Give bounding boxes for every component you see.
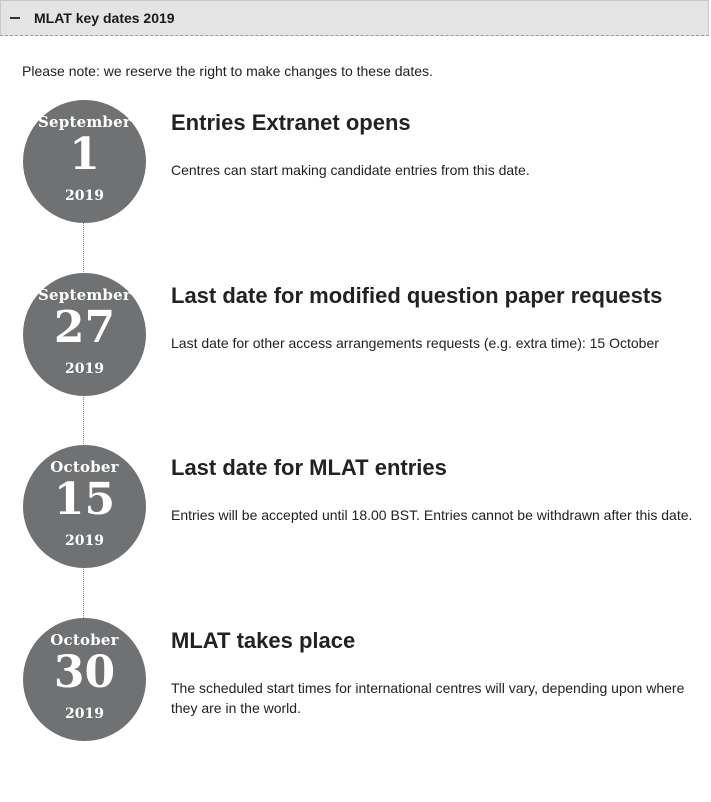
accordion-header[interactable] <box>0 0 709 36</box>
date-badge <box>23 618 146 741</box>
date-year: 2019 <box>65 706 104 722</box>
date-day: 27 <box>53 302 116 353</box>
date-day: 1 <box>69 129 100 180</box>
date-badge <box>23 445 146 568</box>
event-description: Last date for other access arrangements requests (e.g. extra time): 15 October <box>171 335 659 351</box>
event-title: Last date for MLAT entries <box>171 455 447 480</box>
date-year: 2019 <box>65 533 104 549</box>
date-badge <box>23 273 146 396</box>
event-title: Last date for modified question paper requests <box>171 283 663 308</box>
timeline-connector <box>83 190 84 680</box>
date-month: October <box>50 631 119 649</box>
date-month: September <box>38 113 131 131</box>
date-month: September <box>38 286 131 304</box>
date-badge <box>23 100 146 223</box>
event-description: Entries will be accepted until 18.00 BST. Entries cannot be withdrawn after this date. <box>171 507 693 523</box>
date-day: 15 <box>53 474 116 525</box>
event-description: Centres can start making candidate entries from this date. <box>171 162 530 178</box>
accordion-title: MLAT key dates 2019 <box>34 10 175 26</box>
date-day: 30 <box>53 647 116 698</box>
date-year: 2019 <box>65 188 104 204</box>
date-year: 2019 <box>65 361 104 377</box>
event-title: MLAT takes place <box>171 628 356 653</box>
disclaimer-note: Please note: we reserve the right to make changes to these dates. <box>22 63 433 79</box>
date-month: October <box>50 458 119 476</box>
minus-icon[interactable] <box>10 17 20 19</box>
event-description: The scheduled start times for international centres will vary, depending upon where they are in the world. <box>171 680 685 716</box>
event-title: Entries Extranet opens <box>171 110 411 135</box>
